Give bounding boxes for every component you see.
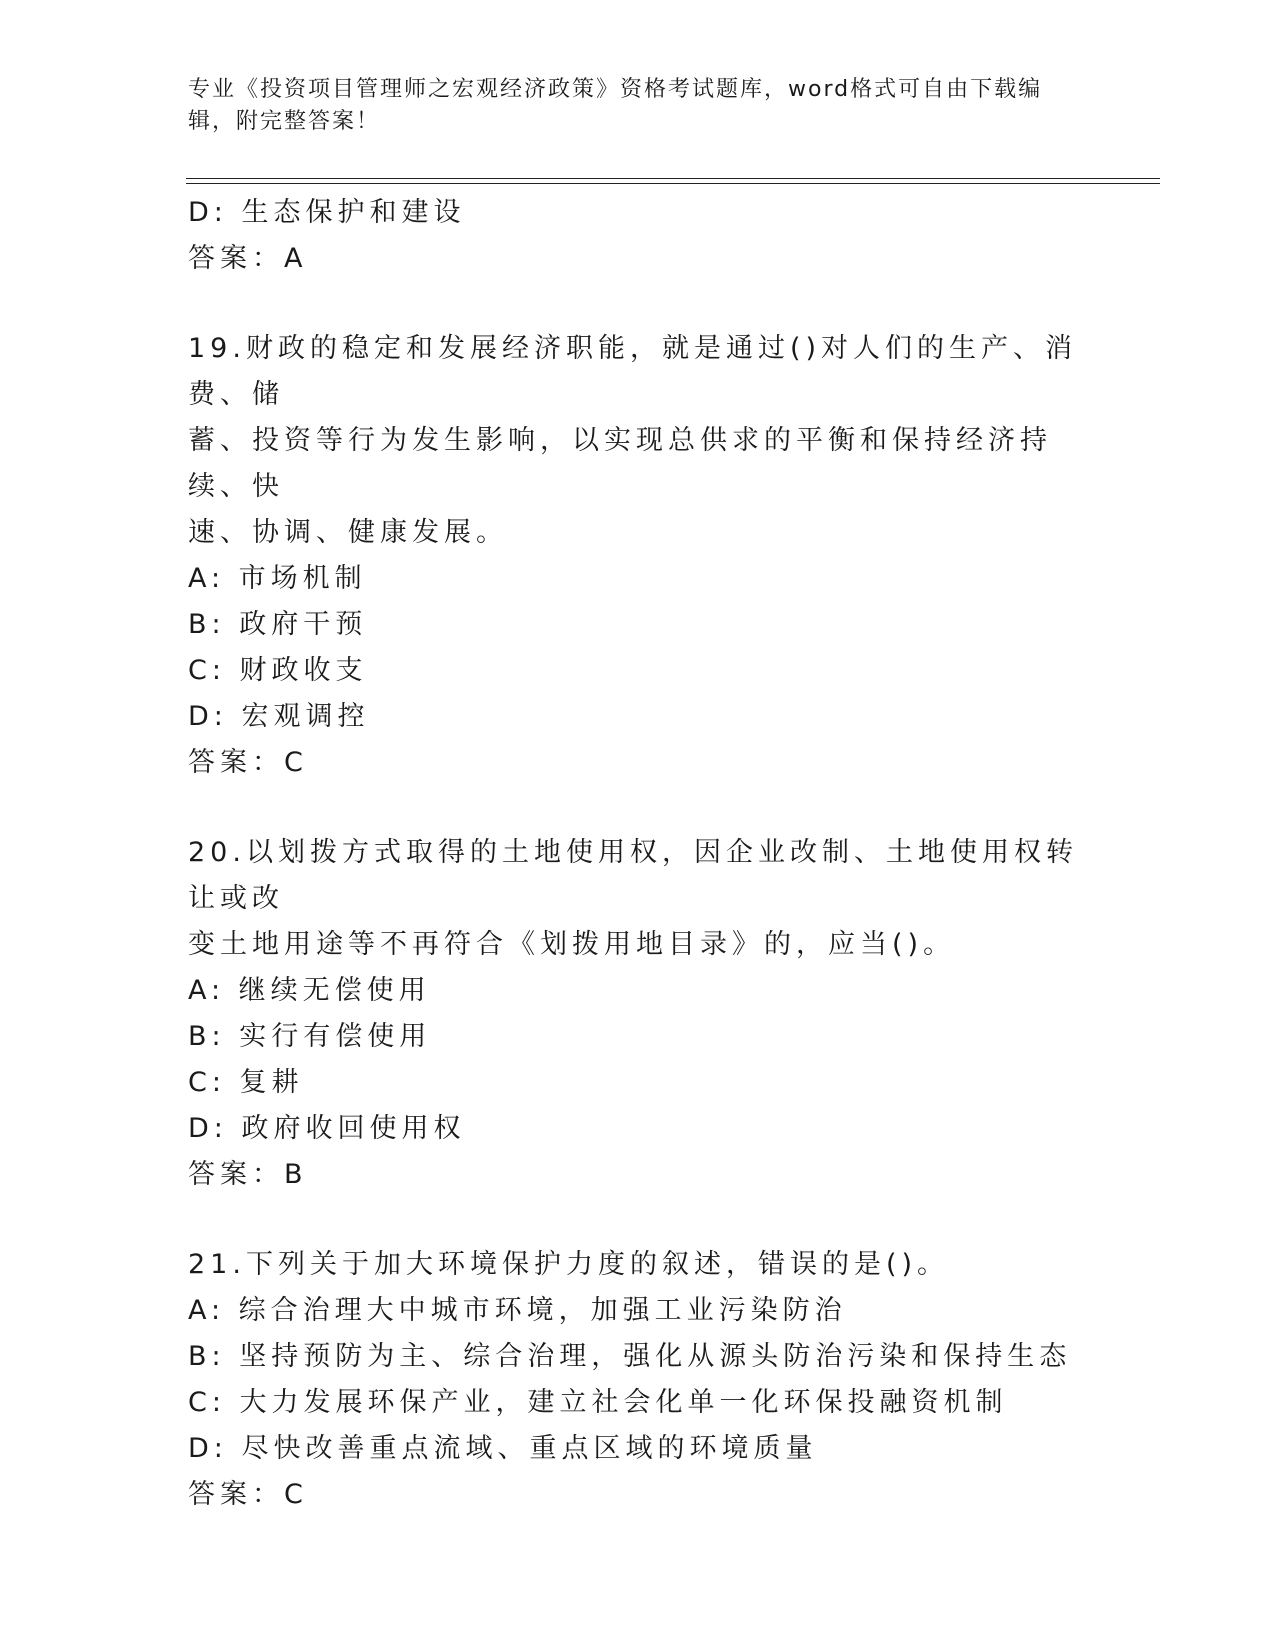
answer-line: 答案：C: [188, 747, 308, 778]
header-divider-bottom: [186, 183, 1160, 184]
option-b: B: 政府干预: [188, 609, 368, 640]
option-a: A: 综合治理大中城市环境，加强工业污染防治: [188, 1295, 847, 1326]
question-20: [188, 830, 1088, 1198]
option-a: A: 继续无偿使用: [188, 975, 431, 1006]
option-c: C: 复耕: [188, 1067, 304, 1098]
header-divider-top: [186, 178, 1160, 179]
question-stem-line: 蓄、投资等行为发生影响，以实现总供求的平衡和保持经济持续、快: [188, 425, 1052, 502]
option-b: B: 坚持预防为主、综合治理，强化从源头防治污染和保持生态: [188, 1341, 1072, 1372]
question-stem-line: 变土地用途等不再符合《划拨用地目录》的，应当()。: [188, 929, 956, 960]
question-stem-line: 19.财政的稳定和发展经济职能，就是通过()对人们的生产、消费、储: [188, 333, 1078, 410]
answer-line: 答案：B: [188, 1159, 308, 1190]
question-19: [188, 326, 1088, 786]
document-header: 专业《投资项目管理师之宏观经济政策》资格考试题库，word格式可自由下载编辑，附完整答案！: [188, 77, 1043, 134]
option-a: A: 市场机制: [188, 563, 367, 594]
option-d: D: 政府收回使用权: [188, 1113, 466, 1144]
question-stem-line: 21.下列关于加大环境保护力度的叙述，错误的是()。: [188, 1249, 950, 1280]
question-21: [188, 1242, 1088, 1518]
option-c: C: 财政收支: [188, 655, 368, 686]
option-d: D: 生态保护和建设: [188, 197, 466, 228]
question-stem-line: 速、协调、健康发展。: [188, 517, 508, 548]
question-content: [188, 190, 1088, 1518]
option-d: D: 尽快改善重点流域、重点区域的环境质量: [188, 1433, 818, 1464]
answer-line: 答案：A: [188, 243, 308, 274]
option-b: B: 实行有偿使用: [188, 1021, 432, 1052]
option-d: D: 宏观调控: [188, 701, 370, 732]
answer-line: 答案：C: [188, 1479, 308, 1510]
option-c: C: 大力发展环保产业，建立社会化单一化环保投融资机制: [188, 1387, 1008, 1418]
question-stem-line: 20.以划拨方式取得的土地使用权，因企业改制、土地使用权转让或改: [188, 837, 1078, 914]
